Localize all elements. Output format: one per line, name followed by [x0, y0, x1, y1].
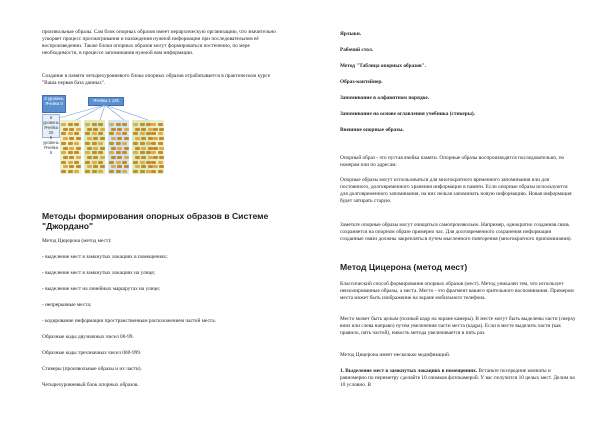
diagram-node — [116, 132, 121, 135]
diagram-node — [135, 165, 140, 168]
diagram-node — [151, 132, 156, 135]
diagram-node — [135, 137, 140, 140]
list-item-1: Ярлыки. — [340, 31, 362, 37]
diagram-node — [85, 123, 90, 126]
diagram-node — [109, 161, 114, 164]
diagram-node — [117, 128, 122, 131]
diagram-node — [148, 137, 153, 140]
right-paragraph-1: Опорный образ - это пустая ячейка памяти. Опорные образы воспроизводятся последовательно, по номерам или по адресам. — [340, 155, 565, 168]
diagram-node — [151, 151, 156, 154]
diagram-node — [140, 161, 145, 164]
diagram-node — [158, 161, 163, 164]
diagram-node — [141, 137, 146, 140]
diagram-node — [92, 161, 97, 164]
diagram-node — [141, 156, 146, 159]
intro-paragraph-2: Создание в памяти четырехуровневого блока опорных образов отрабатывается в практическом курсе "Вашa первая база данных". — [42, 73, 271, 86]
diagram-node — [124, 128, 129, 131]
right-heading: Метод Цицерона (метод мест) — [340, 262, 468, 272]
diagram-node — [61, 142, 66, 145]
diagram-node — [117, 165, 122, 168]
diagram-node — [92, 151, 97, 154]
diagram-node — [93, 156, 98, 159]
diagram-node — [116, 151, 121, 154]
diagram-node — [76, 137, 81, 140]
diagram-node — [122, 151, 127, 154]
diagram-node — [100, 156, 105, 159]
diagram-node — [133, 123, 138, 126]
method-item-4: - непрерывные места; — [42, 302, 92, 308]
diagram-left-label: 5 уровень — [43, 135, 59, 145]
diagram-node — [93, 147, 98, 150]
diagram-node — [63, 156, 68, 159]
diagram-node — [151, 142, 156, 145]
diagram-node — [93, 128, 98, 131]
diagram-node — [74, 151, 79, 154]
diagram-node — [100, 128, 105, 131]
diagram-node — [141, 165, 146, 168]
diagram-node — [159, 156, 164, 159]
diagram-node — [158, 142, 163, 145]
diagram-node — [135, 147, 140, 150]
diagram-node — [116, 142, 121, 145]
list-item-7: Внешние опорные образы. — [340, 127, 404, 133]
diagram-node — [140, 170, 145, 173]
diagram-node — [76, 156, 81, 159]
diagram-node — [124, 156, 129, 159]
diagram-node — [135, 128, 140, 131]
diagram-node — [68, 161, 73, 164]
diagram-node — [148, 128, 153, 131]
diagram-node — [122, 123, 127, 126]
diagram-node — [111, 147, 116, 150]
diagram-node — [74, 170, 79, 173]
diagram-left-label: Ячейка 5 — [43, 145, 59, 155]
diagram-node — [69, 147, 74, 150]
diagram-node — [109, 170, 114, 173]
diagram-node — [87, 147, 92, 150]
four-level-block: Четырехуровневый блок опорных образов. — [42, 382, 139, 388]
diagram-node — [116, 170, 121, 173]
diagram-level-label: Ячейка 1 125 — [93, 98, 119, 103]
diagram-node — [92, 142, 97, 145]
diagram-node — [111, 128, 116, 131]
diagram-node — [63, 137, 68, 140]
diagram-node — [85, 161, 90, 164]
diagram-node — [159, 165, 164, 168]
diagram-node — [117, 147, 122, 150]
diagram-node — [85, 170, 90, 173]
list-item-6: Запоминание на основе оглавления учебника (стикеры). — [340, 111, 475, 117]
diagram-node — [92, 123, 97, 126]
diagram-node — [109, 132, 114, 135]
diagram-node — [109, 151, 114, 154]
diagram-node — [92, 132, 97, 135]
code-two-digit: Образные коды двузначных чисел 00-99. — [42, 334, 134, 340]
list-item-2: Рабочий стол. — [340, 47, 374, 53]
diagram-node — [76, 165, 81, 168]
right-paragraph-7-bold: 1. Выделение мест в замкнутых локациях в помещениях. — [340, 368, 478, 374]
diagram-node — [140, 132, 145, 135]
diagram-node — [122, 161, 127, 164]
diagram-node — [140, 123, 145, 126]
diagram-node — [116, 123, 121, 126]
diagram-node — [133, 161, 138, 164]
diagram-node — [117, 156, 122, 159]
diagram-node — [93, 137, 98, 140]
diagram-node — [87, 165, 92, 168]
diagram-node — [98, 142, 103, 145]
diagram-node — [98, 161, 103, 164]
methods-intro: Метод Цицерона (метод мест): — [42, 238, 112, 244]
code-three-digit: Образные коды трехзначных чисел 000-999. — [42, 350, 142, 356]
diagram-node — [140, 151, 145, 154]
diagram-node — [74, 123, 79, 126]
diagram-node — [76, 147, 81, 150]
diagram-node — [74, 142, 79, 145]
diagram-node — [133, 132, 138, 135]
diagram-node — [68, 123, 73, 126]
diagram-node — [124, 165, 129, 168]
right-paragraph-5: Место может быть целым (полный кадр на экране камеры). В месте могут быть выделены части (сверху вниз или слева направо) путем увеличения части места (кадра). Если в месте выделить части (как правило, пять частей), емкость метода увеличивается в пять раз. — [340, 316, 576, 336]
diagram-node — [153, 137, 158, 140]
diagram-node — [69, 128, 74, 131]
diagram-node — [100, 165, 105, 168]
method-item-3: - выделение мест на линейных маршрутах на улице; — [42, 286, 161, 292]
diagram-node — [85, 132, 90, 135]
diagram-node — [93, 165, 98, 168]
diagram-node — [87, 156, 92, 159]
diagram-node — [133, 170, 138, 173]
list-item-4: Образ-контейнер. — [340, 79, 383, 85]
diagram-node — [122, 170, 127, 173]
stickers: Стикеры (произвольные образы и их части). — [42, 366, 142, 372]
diagram-node — [111, 137, 116, 140]
diagram-node — [109, 123, 114, 126]
list-item-5: Запоминание в алфавитном порядке. — [340, 95, 430, 101]
diagram-node — [124, 137, 129, 140]
diagram-node — [100, 147, 105, 150]
diagram-node — [85, 151, 90, 154]
diagram-node — [61, 161, 66, 164]
diagram-node — [98, 123, 103, 126]
diagram-node — [100, 137, 105, 140]
method-item-2: - выделение мест в замкнутых локациях на улице; — [42, 270, 156, 276]
diagram-node — [158, 123, 163, 126]
list-item-3: Метод "Таблица опорных образов". — [340, 63, 426, 69]
opornye-obrazy-diagram — [42, 94, 165, 176]
diagram-node — [158, 132, 163, 135]
diagram-node — [68, 142, 73, 145]
right-paragraph-4: Классический способ формирования опорных образов (мест). Метод уникален тем, что использует неизолированные образы, а места. Место - это фрагмент вашего зрительного воспоминания. Примером места может быть изображение на экране мобильного телефона. — [340, 281, 574, 301]
diagram-node — [61, 170, 66, 173]
diagram-node — [109, 142, 114, 145]
diagram-node — [98, 151, 103, 154]
diagram-node — [122, 142, 127, 145]
diagram-left-label: 6 уровень — [43, 115, 59, 125]
diagram-left-labels — [42, 114, 60, 155]
diagram-node — [159, 137, 164, 140]
diagram-left-label: Ячейка 25 — [43, 125, 59, 135]
diagram-top-label: 8 уровень — [44, 96, 64, 101]
diagram-node — [148, 147, 153, 150]
diagram-node — [111, 165, 116, 168]
diagram-node — [141, 147, 146, 150]
diagram-node — [98, 132, 103, 135]
diagram-node — [63, 128, 68, 131]
diagram-node — [98, 170, 103, 173]
diagram-node — [68, 151, 73, 154]
diagram-node — [74, 161, 79, 164]
right-paragraph-7-rest: Встаньте посередине комнаты и равномерно по периметру сделайте 10 снимков фотокамерой. У вас получится 10 целых мест. Делим на 10 условно. В — [340, 368, 575, 388]
diagram-node — [85, 142, 90, 145]
diagram-node — [159, 147, 164, 150]
diagram-node — [148, 156, 153, 159]
diagram-node — [153, 128, 158, 131]
diagram-node — [153, 156, 158, 159]
diagram-node — [61, 132, 66, 135]
diagram-node — [69, 156, 74, 159]
diagram-node — [68, 170, 73, 173]
diagram-top-label-2: Ячейка 0 — [45, 101, 63, 106]
diagram-node — [151, 170, 156, 173]
diagram-node — [87, 128, 92, 131]
diagram-node — [69, 165, 74, 168]
diagram-node — [63, 165, 68, 168]
diagram-node — [148, 165, 153, 168]
diagram-node — [151, 123, 156, 126]
diagram-node — [133, 142, 138, 145]
diagram-node — [158, 170, 163, 173]
diagram-node — [158, 151, 163, 154]
right-paragraph-7 — [340, 368, 576, 389]
diagram-node — [61, 151, 66, 154]
diagram-node — [111, 156, 116, 159]
diagram-node — [92, 170, 97, 173]
diagram-node — [135, 156, 140, 159]
diagram-node — [153, 147, 158, 150]
diagram-node — [87, 137, 92, 140]
diagram-node — [122, 132, 127, 135]
diagram-node — [140, 142, 145, 145]
method-item-1: - выделение мест в замкнутых локациях в помещениях; — [42, 254, 168, 260]
diagram-node — [153, 165, 158, 168]
diagram-node — [69, 137, 74, 140]
diagram-node — [116, 161, 121, 164]
right-paragraph-3: Заметьте опорные образы могут очищаться самопроизвольно. Например, однократно созданная связь сохраняется на опорном образе примерно час. Для долговременного сохранения информации созданные связи должны закрепляться путем мысленного повторения (многократного припоминания). — [340, 222, 572, 242]
method-item-5: - кодирование информации пространственным расположением частей места. — [42, 318, 216, 324]
right-paragraph-2: Опорные образы могут использоваться для многократного временного запоминания или для постоянного, долговременного хранения информации в памяти. Если опорные образы используются для долговременного запоминания, на них нельзя запоминать новую информацию. Новая информация будет затирать старую. — [340, 177, 572, 204]
diagram-node — [63, 147, 68, 150]
intro-paragraph-1: произвольные образы. Сам блок опорных образов имеет иерархическую организацию, что значительно ускоряет процесс просматривания и нахождения нужной информации при последовательном её воспроизведении. Также блоки опорных образов могут формироваться постепенно, по мере необходимости, в процессе запоминания нужной вам информации. — [42, 29, 276, 56]
diagram-node — [68, 132, 73, 135]
diagram-node — [117, 137, 122, 140]
section-title: Методы формирования опорных образов в Системе "Джордано" — [42, 211, 269, 231]
diagram-node — [159, 128, 164, 131]
diagram-node — [74, 132, 79, 135]
diagram-node — [151, 161, 156, 164]
right-paragraph-6: Метод Цицерона имеет несколько модификаций. — [340, 352, 451, 358]
diagram-node — [124, 147, 129, 150]
diagram-node — [61, 123, 66, 126]
diagram-node — [141, 128, 146, 131]
diagram-node — [133, 151, 138, 154]
diagram-node — [76, 128, 81, 131]
